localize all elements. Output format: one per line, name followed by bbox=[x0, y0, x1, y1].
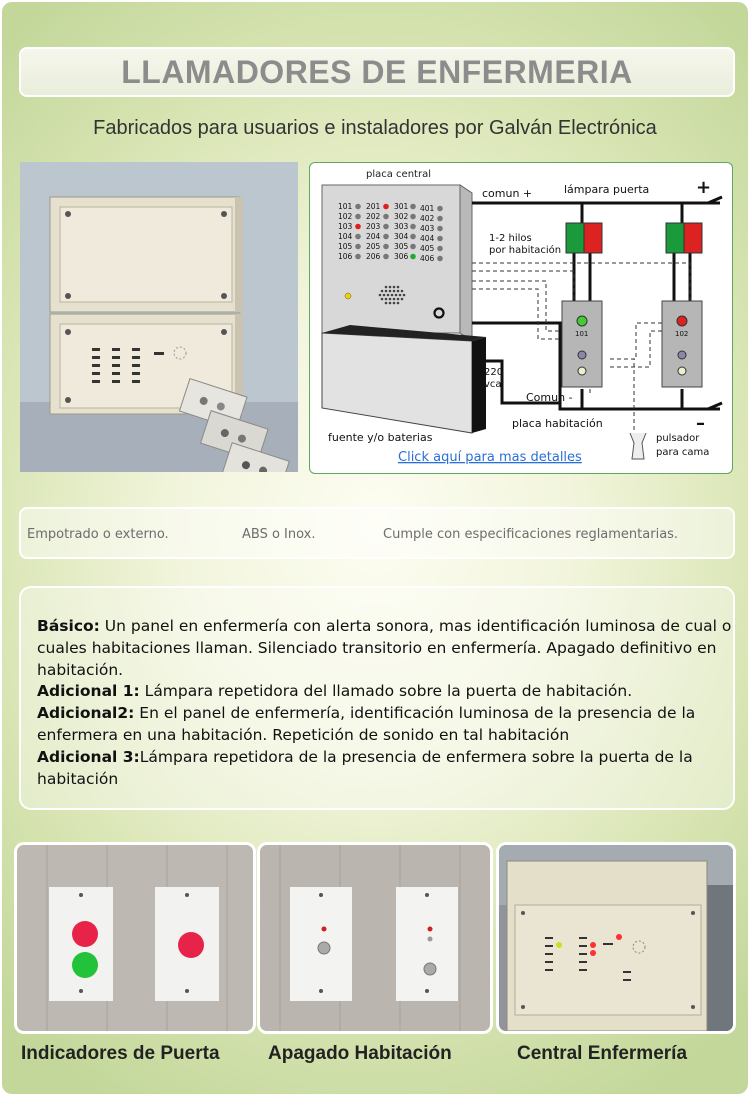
details-link[interactable]: Click aquí para mas detalles bbox=[398, 450, 582, 465]
room-202: 202 bbox=[366, 212, 381, 221]
page-title: LLAMADORES DE ENFERMERIA bbox=[121, 54, 633, 90]
wires-label-2: por habitación bbox=[489, 245, 562, 256]
central-board-label: placa central bbox=[366, 169, 431, 180]
wiring-diagram-drawing bbox=[310, 163, 734, 475]
door-indicators-drawing bbox=[17, 845, 253, 1031]
add1-text: Lámpara repetidora del llamado sobre la puerta de habitación. bbox=[139, 682, 633, 701]
room-102: 102 bbox=[338, 212, 353, 221]
voltage-label-2: vca bbox=[484, 379, 502, 390]
specs-strip bbox=[19, 507, 735, 559]
caption-room-off: Apagado Habitación bbox=[268, 1043, 452, 1064]
page-subtitle: Fabricados para usuarios e instaladores por Galván Electrónica bbox=[93, 117, 657, 139]
description-panel bbox=[19, 586, 735, 810]
room-401: 401 bbox=[420, 204, 435, 213]
bed-button-label-1: pulsador bbox=[656, 433, 700, 444]
room-101: 101 bbox=[338, 202, 353, 211]
room-404: 404 bbox=[420, 234, 435, 243]
basic-label: Básico: bbox=[37, 617, 100, 635]
room-206: 206 bbox=[366, 252, 381, 261]
photo-central-station bbox=[496, 842, 736, 1034]
product-photo bbox=[20, 162, 298, 472]
room-203: 203 bbox=[366, 222, 381, 231]
room-105: 105 bbox=[338, 242, 353, 251]
spec-compliance: Cumple con especificaciones reglamentarias. bbox=[383, 527, 679, 542]
photo-room-off bbox=[257, 842, 493, 1034]
add1-label: Adicional 1: bbox=[37, 682, 140, 701]
room-off-drawing bbox=[260, 845, 490, 1031]
room-plate-102-label: 102 bbox=[675, 330, 689, 338]
description-text bbox=[37, 616, 737, 790]
minus-sign: – bbox=[696, 413, 705, 434]
power-supply-label: fuente y/o baterias bbox=[328, 431, 433, 444]
room-103: 103 bbox=[338, 222, 353, 231]
bed-button-icon bbox=[630, 433, 646, 459]
page bbox=[2, 2, 748, 1094]
photo-door-indicators bbox=[14, 842, 256, 1034]
room-104: 104 bbox=[338, 232, 353, 241]
add3-text: Lámpara repetidora de la presencia de enfermera sobre la puerta de la habitación bbox=[37, 747, 693, 788]
room-403: 403 bbox=[420, 224, 435, 233]
status-led bbox=[345, 293, 351, 299]
central-station-drawing bbox=[499, 845, 733, 1031]
voltage-label-1: 220 bbox=[484, 367, 504, 378]
room-204: 204 bbox=[366, 232, 381, 241]
comun-plus-label: comun + bbox=[482, 187, 533, 200]
room-402: 402 bbox=[420, 214, 435, 223]
spec-material: ABS o Inox. bbox=[242, 527, 316, 542]
basic-text: Un panel en enfermería con alerta sonora, mas identificación luminosa de cual o cuales habitaciones llaman. Silenciado transitorio en enfermería. Apagado definitivo en habitación. bbox=[37, 617, 732, 679]
room-106: 106 bbox=[338, 252, 353, 261]
room-305: 305 bbox=[394, 242, 409, 251]
spec-mount: Empotrado o externo. bbox=[27, 527, 169, 542]
comun-minus-label: Comun - bbox=[526, 391, 573, 404]
bed-button-label-2: para cama bbox=[656, 447, 710, 458]
room-304: 304 bbox=[394, 232, 409, 241]
room-303: 303 bbox=[394, 222, 409, 231]
room-board-label: placa habitación bbox=[512, 417, 603, 430]
add2-text: En el panel de enfermería, identificación luminosa de la presencia de la enfermera en una habitación. Repetición de sonido en tal habitación bbox=[37, 704, 696, 744]
room-405: 405 bbox=[420, 244, 435, 253]
room-plate-101-label: 101 bbox=[575, 330, 589, 338]
caption-central-station: Central Enfermería bbox=[517, 1043, 688, 1064]
room-205: 205 bbox=[366, 242, 381, 251]
lamp-label: lámpara puerta bbox=[564, 183, 650, 196]
wiring-diagram bbox=[309, 162, 733, 474]
room-406: 406 bbox=[420, 254, 435, 263]
room-302: 302 bbox=[394, 212, 409, 221]
room-301: 301 bbox=[394, 202, 409, 211]
room-306: 306 bbox=[394, 252, 409, 261]
add2-label: Adicional2: bbox=[37, 704, 135, 723]
room-201: 201 bbox=[366, 202, 381, 211]
product-photo-drawing bbox=[20, 162, 298, 472]
wires-label-1: 1-2 hilos bbox=[489, 233, 532, 244]
plus-sign: + bbox=[696, 177, 712, 198]
caption-door-indicators: Indicadores de Puerta bbox=[21, 1043, 220, 1064]
add3-label: Adicional 3: bbox=[37, 747, 140, 766]
title-banner bbox=[19, 47, 735, 97]
